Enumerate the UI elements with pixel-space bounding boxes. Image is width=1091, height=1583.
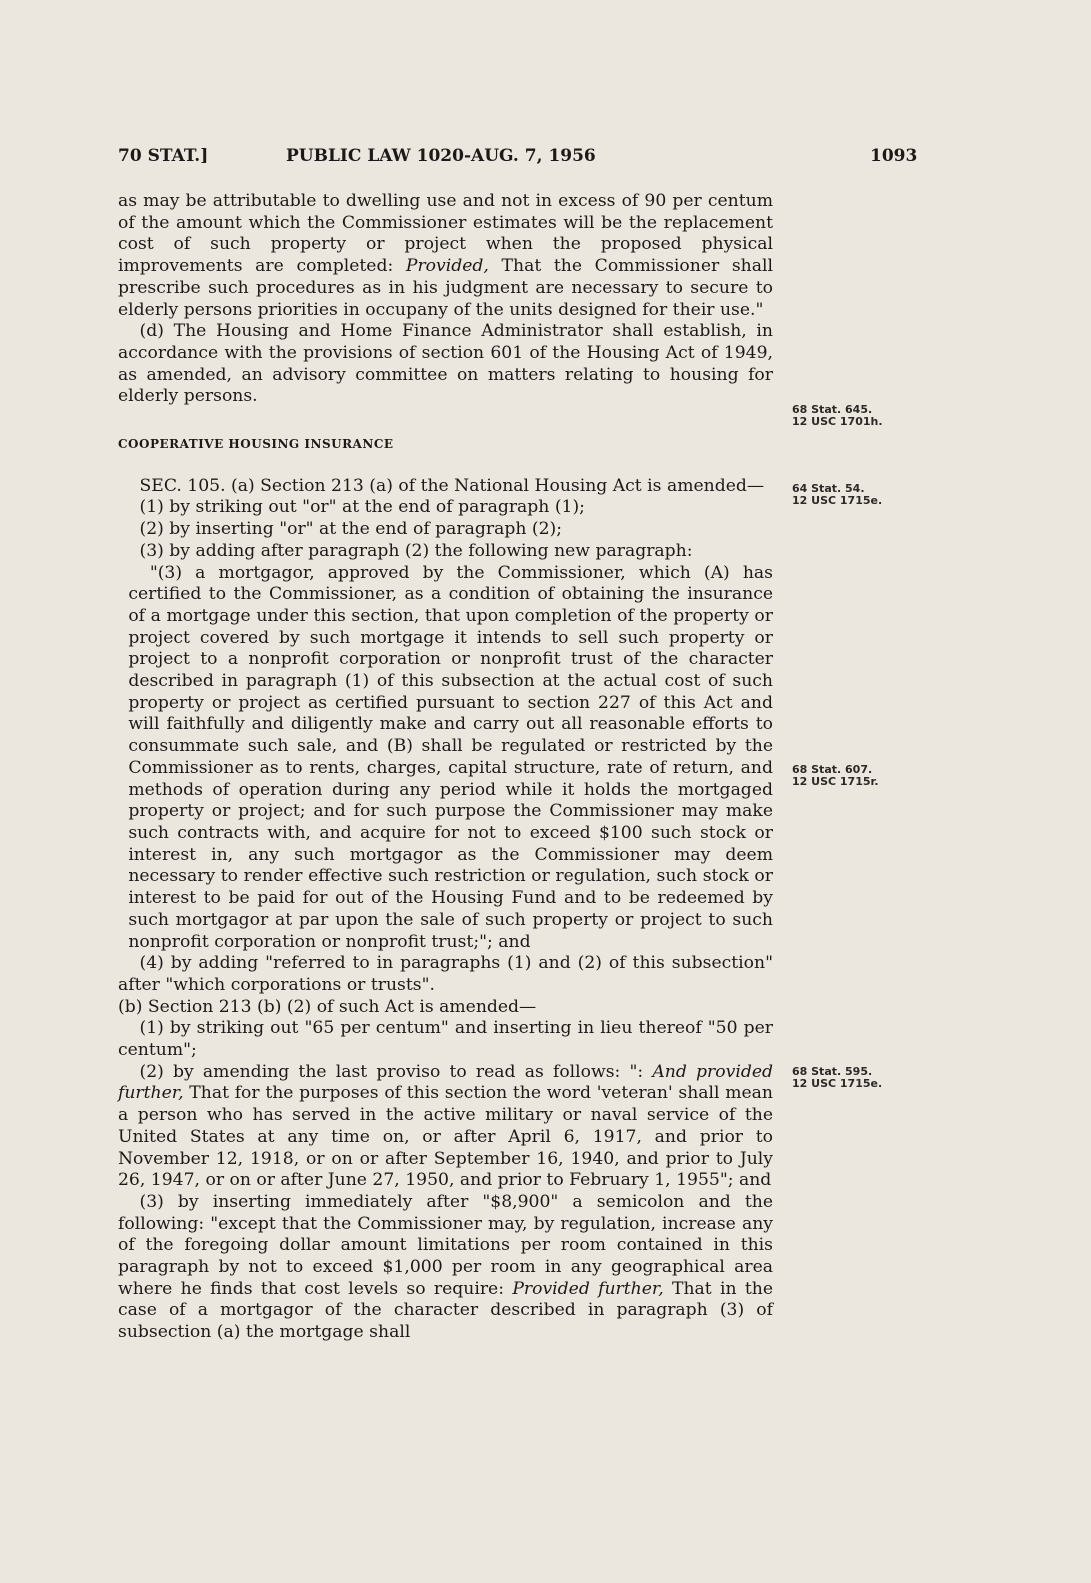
running-header bbox=[118, 146, 918, 170]
quoted-paragraph-3: "(3) a mortgagor, approved by the Commissioner, which (A) has certified to the Commissioner, as a condition of obtaining the insurance of a mortgage under this section, that upon completion of the property or project covered by such mortgage it intends to sell such property or project to a nonprofit corporation or nonprofit trust of the character described in paragraph (1) of this subsection at the actual cost of such property or project as certified pursuant to section 227 of this Act and will faithfully and diligently make and carry out all reasonable efforts to consummate such sale, and (B) shall be regulated or restricted by the Commissioner as to rents, charges, capital structure, rate of return, and methods of operation during any period while it holds the mortgaged property or project; and for such purpose the Commissioner may make such contracts with, and acquire for not to exceed $100 such stock or interest in, any such mortgagor as the Commissioner may deem necessary to render effective such restriction or regulation, such stock or interest to be paid for out of the Housing Fund and to be redeemed by such mortgagor at par upon the sale of such property or project to such nonprofit corporation or nonprofit trust;"; and bbox=[128, 562, 773, 952]
clause-b-1: (1) by striking out "65 per centum" and inserting in lieu thereof "50 per centum"; bbox=[118, 1018, 773, 1061]
clause-a-3: (3) by adding after paragraph (2) the following new paragraph: bbox=[139, 540, 693, 561]
paragraph-continuation: as may be attributable to dwelling use and not in excess of 90 per centum of the amount which the Commissioner estimates will be the replacement cost of such property or project when the proposed physical improvements are completed: Provided, That the Commissioner shall prescribe such procedures as in his judgment are necessary to secure to elderly persons priorities in occupany of the units designed for their use." bbox=[118, 191, 773, 320]
section-105-intro: SEC. 105. (a) Section 213 (a) of the National Housing Act is amended— bbox=[139, 475, 765, 496]
margin-citation: 68 Stat. 595. 12 USC 1715e. bbox=[792, 1065, 883, 1090]
page-number: 1093 bbox=[870, 146, 918, 166]
clause-a-2: (2) by inserting "or" at the end of paragraph (2); bbox=[139, 519, 562, 540]
clause-b-2: (2) by amending the last proviso to read as follows: ": And provided further, That for the purposes of this section the word 'veteran' shall mean a person who has served in the active military or naval service of the United States at any time on, or after April 6, 1917, and prior to November 12, 1918, or on or after September 16, 1940, and prior to July 26, 1947, or on or after June 27, 1950, and prior to February 1, 1955"; and bbox=[118, 1061, 773, 1191]
subsection-b: (b) Section 213 (b) (2) of such Act is amended— bbox=[118, 996, 537, 1017]
margin-citation: 68 Stat. 607. 12 USC 1715r. bbox=[792, 763, 879, 788]
statute-body bbox=[118, 191, 773, 1344]
clause-a-1: (1) by striking out "or" at the end of paragraph (1); bbox=[139, 497, 585, 518]
clause-b-3: (3) by inserting immediately after "$8,900" a semicolon and the following: "except that the Commissioner may, by regulation, increase any of the foregoing dollar amount limitations per room contained in this paragraph by not to exceed $1,000 per room in any geographical area where he finds that cost levels so require: Provided further, That in the case of a mortgagor of the character described in paragraph (3) of subsection (a) the mortgage shall bbox=[118, 1191, 774, 1343]
margin-citation: 68 Stat. 645. 12 USC 1701h. bbox=[792, 403, 883, 428]
margin-citation: 64 Stat. 54. 12 USC 1715e. bbox=[792, 482, 883, 507]
law-title: PUBLIC LAW 1020-AUG. 7, 1956 bbox=[286, 146, 596, 166]
section-heading: COOPERATIVE HOUSING INSURANCE bbox=[118, 437, 394, 452]
paragraph-d: (d) The Housing and Home Finance Administrator shall establish, in accordance with the provisions of section 601 of the Housing Act of 1949, as amended, an advisory committee on matters relating to housing for elderly persons. bbox=[118, 321, 773, 407]
volume-citation: 70 STAT.] bbox=[118, 146, 209, 166]
clause-a-4: (4) by adding "referred to in paragraphs (1) and (2) of this subsection" after "which corporations or trusts". bbox=[118, 953, 773, 995]
